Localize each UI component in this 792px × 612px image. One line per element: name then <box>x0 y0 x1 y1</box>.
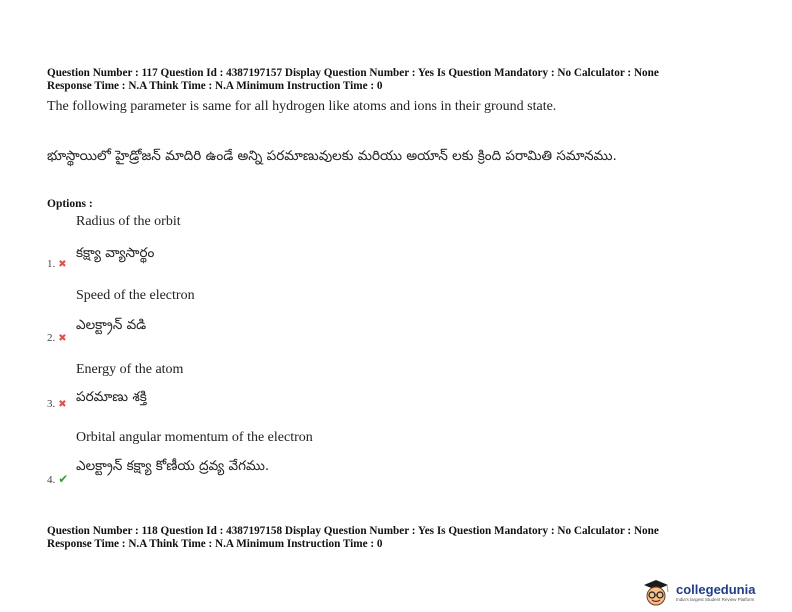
logo-name: collegedunia <box>676 582 756 597</box>
wrong-mark-icon: ✖ <box>58 399 67 410</box>
option-1-telugu: కక్ష్యా వ్యాసార్థం <box>76 245 155 261</box>
next-question-meta-line-1: Question Number : 118 Question Id : 4387197158 Display Question Number : Yes Is Question Mandatory : No Calculator : None <box>47 525 659 537</box>
option-4-number <box>47 472 68 486</box>
option-2-number <box>47 332 67 344</box>
question-meta-line-2: Response Time : N.A Think Time : N.A Minimum Instruction Time : 0 <box>47 80 383 92</box>
correct-check-icon: ✔ <box>58 472 69 486</box>
option-2-number-label: 2. <box>47 332 56 344</box>
option-4-number-label: 4. <box>47 474 56 486</box>
option-1-number <box>47 258 67 270</box>
option-4-english: Orbital angular momentum of the electron <box>76 430 313 445</box>
wrong-mark-icon: ✖ <box>58 259 67 270</box>
option-3-english: Energy of the atom <box>76 362 184 377</box>
collegedunia-logo[interactable] <box>640 578 790 608</box>
options-label: Options : <box>47 198 93 210</box>
question-text-telugu: భూస్థాయిలో హైడ్రోజన్ మాదిరి ఉండే అన్ని పరమాణువులకు మరియు అయాన్ లకు క్రింది పరామితి సమానము. <box>47 148 617 164</box>
next-question-meta-line-2: Response Time : N.A Think Time : N.A Minimum Instruction Time : 0 <box>47 538 383 550</box>
graduate-mascot-icon <box>640 578 672 608</box>
option-3-number-label: 3. <box>47 398 56 410</box>
option-3-telugu: పరమాణు శక్తి <box>76 389 147 405</box>
option-2-english: Speed of the electron <box>76 288 195 303</box>
option-2-telugu: ఎలక్ట్రాన్ వడి <box>76 317 147 333</box>
option-4-telugu: ఎలక్ట్రాన్ కక్ష్యా కోణీయ ద్రవ్య వేగము. <box>76 458 270 474</box>
logo-tagline: India's largest Student Review Platform <box>676 597 755 602</box>
question-meta-line-1: Question Number : 117 Question Id : 4387197157 Display Question Number : Yes Is Question Mandatory : No Calculator : None <box>47 67 659 79</box>
option-1-number-label: 1. <box>47 258 56 270</box>
option-1-english: Radius of the orbit <box>76 214 181 229</box>
option-3-number <box>47 398 67 410</box>
question-text-english: The following parameter is same for all hydrogen like atoms and ions in their ground state. <box>47 99 557 114</box>
wrong-mark-icon: ✖ <box>58 333 67 344</box>
